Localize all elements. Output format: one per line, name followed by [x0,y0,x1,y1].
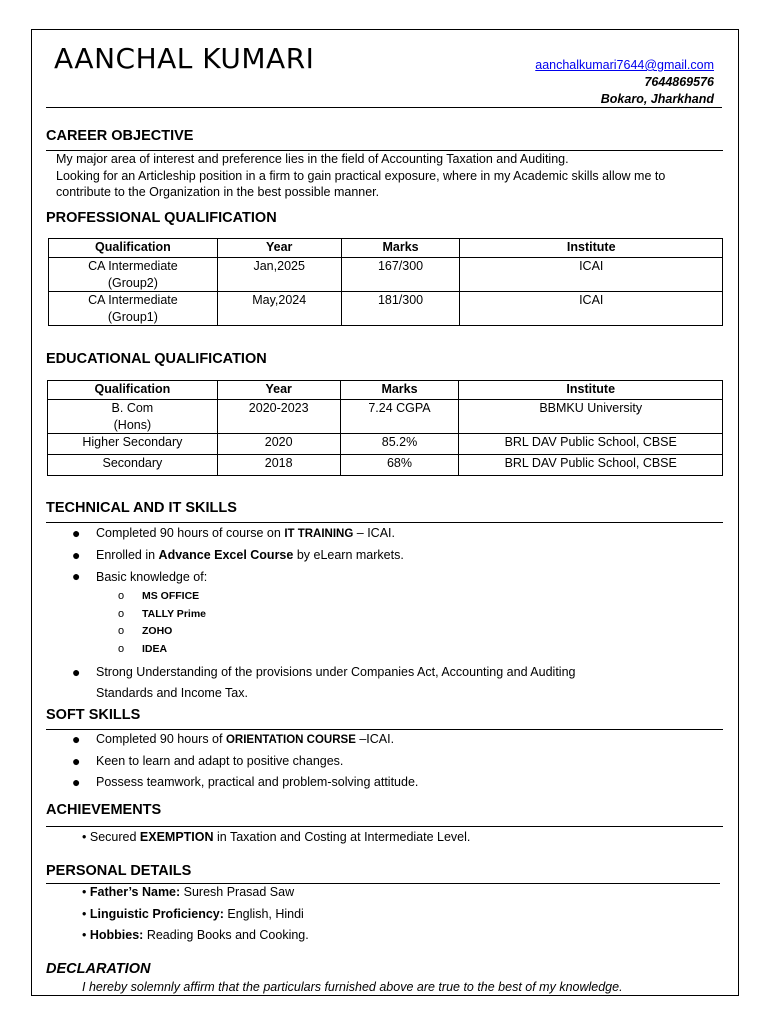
list-item: • Father’s Name: Suresh Prasad Saw [82,885,295,899]
bullet-icon: ● [72,731,81,747]
institute-cell: BRL DAV Public School, CBSE [459,455,723,476]
list-item: ● Completed 90 hours of ORIENTATION COURSE –ICAI. [46,729,736,751]
table-row [48,400,723,434]
resume-page [31,29,739,996]
personal-details-list [82,882,309,947]
list-item: ● Basic knowledge of: o MS OFFICE o TALLY Prime o ZOHO o IDEA [46,566,736,658]
achievement-item: • Secured EXEMPTION in Taxation and Costing at Intermediate Level. [82,830,471,844]
professional-qualification-table [48,238,723,326]
list-item: o MS OFFICE [46,588,736,606]
list-item: o IDEA [46,641,736,659]
table-row [49,292,723,326]
year-cell: Jan,2025 [217,258,341,292]
marks-cell: 85.2% [340,434,459,455]
table-header-row [48,381,723,400]
circle-bullet-icon: o [118,625,125,637]
table-row [48,455,723,476]
bullet-icon: ● [72,525,81,541]
bullet-icon: • [82,885,90,899]
list-item: ● Enrolled in Advance Excel Course by eLearn markets. [46,545,736,566]
qualification-cell: CA Intermediate (Group1) [49,292,218,326]
bullet-icon: ● [72,774,81,790]
bullet-icon: ● [72,664,81,680]
career-objective-title: CAREER OBJECTIVE [46,128,194,144]
declaration-text: I hereby solemnly affirm that the particulars furnished above are true to the best of my knowledge. [82,980,623,994]
column-header: Institute [459,381,723,400]
phone-number: 7644869576 [644,75,714,89]
circle-bullet-icon: o [118,590,125,602]
bullet-icon: • [82,928,90,942]
list-item: o ZOHO [46,623,736,641]
bullet-icon: • [82,830,90,844]
qualification-cell: B. Com (Hons) [48,400,218,434]
list-item: ● Strong Understanding of the provisions under Companies Act, Accounting and Auditing Standards and Income Tax. [72,664,576,700]
list-item: • Linguistic Proficiency: English, Hindi [82,906,304,921]
table-row [49,258,723,292]
list-item: ● Keen to learn and adapt to positive changes. [46,751,736,772]
bullet-icon: ● [72,547,81,563]
year-cell: 2018 [217,455,340,476]
list-item: o TALLY Prime [46,606,736,624]
circle-bullet-icon: o [118,607,125,620]
marks-cell: 181/300 [341,292,460,326]
column-header: Qualification [49,239,218,258]
personal-details-title: PERSONAL DETAILS [46,863,192,879]
institute-cell: ICAI [460,292,723,326]
header-divider [46,107,722,108]
bullet-icon: ● [72,753,81,769]
marks-cell: 68% [340,455,459,476]
email-link[interactable]: aanchalkumari7644@gmail.com [535,58,714,72]
educational-qualification-table [47,380,723,476]
year-cell: 2020-2023 [217,400,340,434]
year-cell: 2020 [217,434,340,455]
marks-cell: 7.24 CGPA [340,400,459,434]
professional-qualification-title: PROFESSIONAL QUALIFICATION [46,210,277,226]
achievements-title: ACHIEVEMENTS [46,802,162,818]
soft-skills-title: SOFT SKILLS [46,707,141,723]
educational-qualification-title: EDUCATIONAL QUALIFICATION [46,351,267,367]
candidate-name: AANCHAL KUMARI [54,42,315,75]
bullet-icon: ● [72,568,81,584]
qualification-cell: Secondary [48,455,218,476]
list-item: ● Completed 90 hours of course on IT TRAINING – ICAI. [46,523,736,545]
year-cell: May,2024 [217,292,341,326]
achievements-rule [46,826,723,827]
soft-skills-list [46,729,736,793]
institute-cell: BBMKU University [459,400,723,434]
software-sublist [46,588,736,658]
column-header: Year [217,381,340,400]
bullet-icon: • [82,906,90,921]
qualification-cell: CA Intermediate (Group2) [49,258,218,292]
institute-cell: BRL DAV Public School, CBSE [459,434,723,455]
list-item: • Hobbies: Reading Books and Cooking. [82,928,309,942]
technical-skills-list [46,523,736,704]
marks-cell: 167/300 [341,258,460,292]
circle-bullet-icon: o [118,642,125,655]
declaration-title: DECLARATION [46,961,151,977]
column-header: Year [217,239,341,258]
location: Bokaro, Jharkhand [600,92,714,106]
column-header: Institute [460,239,723,258]
list-item: ● Possess teamwork, practical and problem-solving attitude. [46,772,736,793]
column-header: Qualification [48,381,218,400]
contact-block [535,57,714,108]
technical-skills-title: TECHNICAL AND IT SKILLS [46,500,237,516]
career-objective-text: My major area of interest and preference lies in the field of Accounting Taxation and Auditing. Looking for an Articleship position in a firm to gain practical exposure, where in my Academic skills allow me to contribute to the Organization in the best possible manner. [56,152,666,199]
table-row [48,434,723,455]
institute-cell: ICAI [460,258,723,292]
column-header: Marks [340,381,459,400]
footer-rule [32,995,722,996]
table-header-row [49,239,723,258]
qualification-cell: Higher Secondary [48,434,218,455]
column-header: Marks [341,239,460,258]
